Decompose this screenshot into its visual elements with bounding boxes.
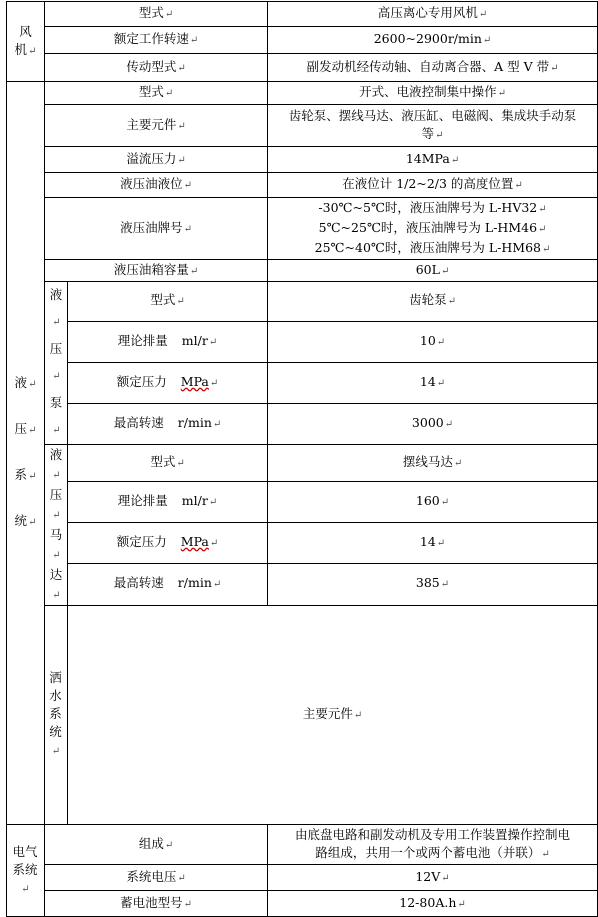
category-electric: 电气 系统↵: [7, 825, 45, 917]
row-label: 蓄电池型号↵: [45, 891, 268, 917]
row-label: 最高转速 r/min↵: [68, 403, 268, 444]
table-row: [7, 825, 598, 865]
table-row: [7, 606, 598, 825]
row-label: 理论排量 ml/r↵: [68, 482, 268, 523]
table-row: [7, 54, 598, 82]
row-label: 最高转速 r/min↵: [68, 563, 268, 605]
row-label: 系统电压↵: [45, 865, 268, 891]
row-value: 14↵: [268, 362, 598, 403]
row-value: 12V↵: [268, 865, 598, 891]
table-row: [7, 82, 598, 105]
row-label: 液压油箱容量↵: [45, 260, 268, 282]
row-value: 160↵: [268, 482, 598, 523]
row-label: 额定压力 MPa↵: [68, 523, 268, 564]
row-label: 主要元件↵: [68, 606, 598, 825]
row-value: 12-80A.h↵: [268, 891, 598, 917]
table-row: [7, 2, 598, 27]
row-label: 型式↵: [45, 2, 268, 27]
row-value: 60L↵: [268, 260, 598, 282]
table-row: [7, 27, 598, 54]
row-label: 溢流压力↵: [45, 147, 268, 173]
row-value: 2600~2900r/min↵: [268, 27, 598, 54]
row-label: 主要元件↵: [45, 105, 268, 147]
row-value: 385↵: [268, 563, 598, 605]
row-value: 3000↵: [268, 403, 598, 444]
row-value: 10↵: [268, 321, 598, 362]
row-label: 额定工作转速↵: [45, 27, 268, 54]
table-row: [7, 147, 598, 173]
table-row: [7, 482, 598, 523]
row-label: 液压油液位↵: [45, 173, 268, 198]
table-row: [7, 362, 598, 403]
table-row: [7, 198, 598, 260]
row-label: 液压油牌号↵: [45, 198, 268, 260]
row-value: 14MPa↵: [268, 147, 598, 173]
row-label: 理论排量 ml/r↵: [68, 321, 268, 362]
category-fan: 风 机↵: [7, 2, 45, 82]
category-water: 洒水 系统↵: [45, 606, 68, 825]
row-value: 在液位计 1/2~2/3 的高度位置↵: [268, 173, 598, 198]
row-label: 传动型式↵: [45, 54, 268, 82]
row-value: 摆线马达↵: [268, 445, 598, 482]
row-label: 型式↵: [68, 282, 268, 322]
table-row: [7, 321, 598, 362]
row-value: 14↵: [268, 523, 598, 564]
row-value: -30℃~5℃时，液压油牌号为 L-HV32↵ 5℃~25℃时，液压油牌号为 L-HM46↵ 25℃~40℃时，液压油牌号为 L-HM68↵: [268, 198, 598, 260]
row-value: 高压离心专用风机↵: [268, 2, 598, 27]
table-row: [7, 523, 598, 564]
row-value: 齿轮泵↵: [268, 282, 598, 322]
table-row: [7, 282, 598, 322]
category-hydraulic: 液↵ 压↵ 系↵ 统↵: [7, 82, 45, 825]
table-row: [7, 563, 598, 605]
row-label: 组成↵: [45, 825, 268, 865]
subcategory-motor: 液↵ 压↵ 马↵ 达↵: [45, 445, 68, 606]
row-value: 齿轮泵、摆线马达、液压缸、电磁阀、集成块手动泵 等↵: [268, 105, 598, 147]
row-label: 型式↵: [45, 82, 268, 105]
row-label: 型式↵: [68, 445, 268, 482]
spec-table: [6, 1, 598, 917]
table-row: [7, 105, 598, 147]
table-row: [7, 260, 598, 282]
table-row: [7, 865, 598, 891]
table-row: [7, 445, 598, 482]
table-row: [7, 403, 598, 444]
row-value: 由底盘电路和副发动机及专用工作装置操作控制电 路组成，共用一个或两个蓄电池（并联）↵: [268, 825, 598, 865]
row-label: 额定压力 MPa↵: [68, 362, 268, 403]
row-value: 副发动机经传动轴、自动离合器、A 型 V 带↵: [268, 54, 598, 82]
subcategory-pump: 液↵ 压↵ 泵↵: [45, 282, 68, 445]
table-row: [7, 891, 598, 917]
table-row: [7, 173, 598, 198]
row-value: 开式、电液控制集中操作↵: [268, 82, 598, 105]
